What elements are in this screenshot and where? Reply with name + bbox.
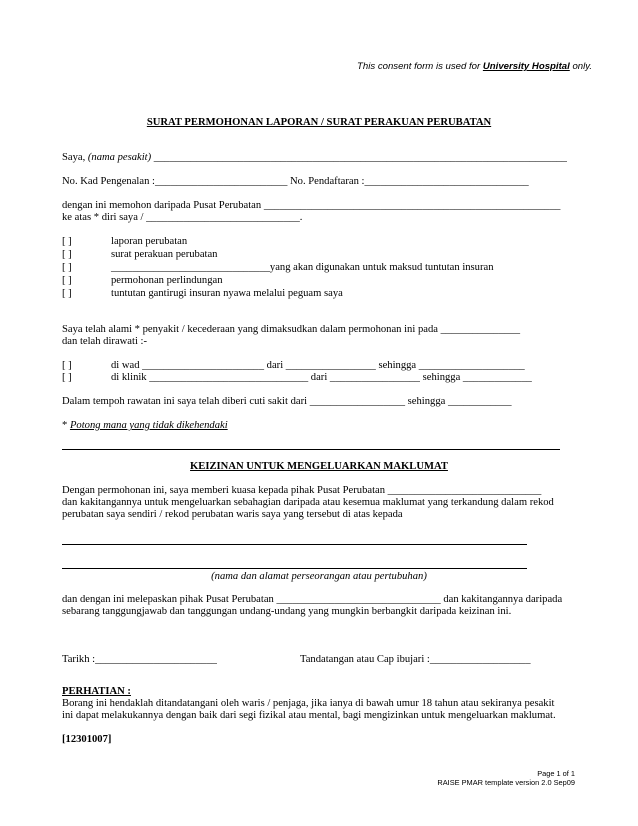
release-line-2: sebarang tanggungjawab dan tanggungan undang-undang yang mungkin berbangkit daripada keizinan ini. <box>62 606 512 617</box>
ic-registration-line[interactable]: No. Kad Pengenalan :_________________________ No. Pendaftaran :_______________________________ <box>62 176 529 187</box>
consent-title: KEIZINAN UNTUK MENGELUARKAN MAKLUMAT <box>190 461 448 472</box>
option-label: permohonan perlindungan <box>111 275 223 286</box>
clinic-checkbox[interactable]: [ ] <box>62 372 72 383</box>
address-hint: (nama dan alamat perseorangan atau pertubuhan) <box>211 571 427 582</box>
option-checkbox[interactable]: [ ] <box>62 236 72 247</box>
option-checkbox[interactable]: [ ] <box>62 249 72 260</box>
option-checkbox[interactable]: [ ] <box>62 288 72 299</box>
section-divider <box>62 449 560 450</box>
ward-checkbox[interactable]: [ ] <box>62 360 72 371</box>
hospital-name: University Hospital <box>482 61 570 72</box>
usage-note: This consent form is used for University Hospital only. <box>357 61 592 72</box>
notice-line-1: Borang ini hendaklah ditandatangani oleh waris / penjaga, jika ianya di bawah umur 18 tahun atau sekiranya pesakit <box>62 698 555 709</box>
address-line-1[interactable] <box>62 544 527 545</box>
patient-name-line[interactable]: Saya, (nama pesakit) ______________________________________________________________________________ <box>62 152 567 163</box>
signature-field[interactable]: Tandatangan atau Cap ibujari :___________________ <box>300 654 531 665</box>
consent-line-3: perubatan saya sendiri / rekod perubatan waris saya yang tersebut di atas kepada <box>62 509 403 520</box>
request-line-1[interactable]: dengan ini memohon daripada Pusat Perubatan ________________________________________________________ <box>62 200 561 211</box>
release-line-1[interactable]: dan dengan ini melepaskan pihak Pusat Perubatan _______________________________ dan kakitangannya daripada <box>62 594 563 605</box>
form-code: [12301007] <box>62 734 112 745</box>
clinic-line[interactable]: di klinik ______________________________ dari _________________ sehingga _____________ <box>111 372 532 383</box>
option-checkbox[interactable]: [ ] <box>62 275 72 286</box>
notice-title: PERHATIAN : <box>62 686 131 697</box>
consent-line-1[interactable]: Dengan permohonan ini, saya memberi kuasa kepada pihak Pusat Perubatan _____________________________ <box>62 485 542 496</box>
patient-name-field[interactable]: ______________________________________________________________________________ <box>151 152 567 163</box>
strike-note: * Potong mana yang tidak dikehendaki <box>62 420 228 431</box>
option-label[interactable]: ______________________________yang akan digunakan untuk maksud tuntutan insuran <box>111 262 494 273</box>
page-number: Page 1 of 1 <box>537 769 575 778</box>
option-checkbox[interactable]: [ ] <box>62 262 72 273</box>
form-title: SURAT PERMOHONAN LAPORAN / SURAT PERAKUAN PERUBATAN <box>146 117 492 128</box>
notice-line-2: ini dapat melakukannya dengan baik dari segi fizikal atau mental, bagi mengizinkan untuk mengeluarkan maklumat. <box>62 710 556 721</box>
date-field[interactable]: Tarikh :_______________________ <box>62 654 217 665</box>
option-label: surat perakuan perubatan <box>111 249 218 260</box>
consent-line-2: dan kakitangannya untuk mengeluarkan sebahagian daripada atau kesemua maklumat yang terkandung dalam rekod <box>62 497 554 508</box>
patient-name-hint: (nama pesakit) <box>87 152 152 163</box>
treated-label: dan telah dirawati :- <box>62 336 148 347</box>
ward-line[interactable]: di wad _______________________ dari _________________ sehingga ____________________ <box>111 360 525 371</box>
request-line-2[interactable]: ke atas * diri saya / _____________________________. <box>62 212 303 223</box>
sick-leave-line[interactable]: Dalam tempoh rawatan ini saya telah diberi cuti sakit dari __________________ sehingga ____________ <box>62 396 512 407</box>
option-label: tuntutan gantirugi insuran nyawa melalui peguam saya <box>111 288 343 299</box>
illness-line[interactable]: Saya telah alami * penyakit / kecederaan yang dimaksudkan dalam permohonan ini pada _______________ <box>62 324 521 335</box>
option-label: laporan perubatan <box>111 236 188 247</box>
address-line-2[interactable] <box>62 568 527 569</box>
template-version: RAISE PMAR template version 2.0 Sep09 <box>437 778 575 787</box>
